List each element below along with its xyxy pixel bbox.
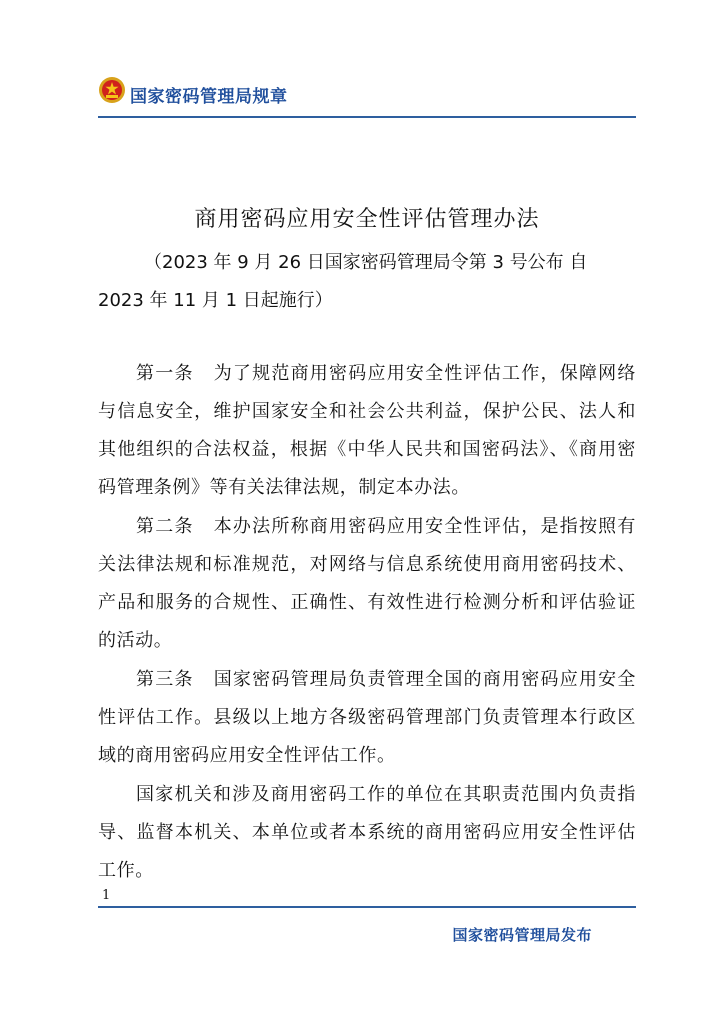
national-emblem-icon	[98, 76, 126, 104]
publisher-label: 国家密码管理局发布	[452, 926, 592, 944]
footer-divider	[98, 906, 636, 908]
page-header	[98, 76, 636, 120]
article-text: 国家密码管理局负责管理全国的商用密码应用安全性评估工作。县级以上地方各级密码管理部门负责管理本行政区域的商用密码应用安全性评估工作。	[98, 669, 636, 766]
header-divider	[98, 116, 636, 118]
article-2	[98, 508, 636, 660]
article-text: 本办法所称商用密码应用安全性评估，是指按照有关法律法规和标准规范，对网络与信息系统使用商用密码技术、产品和服务的合规性、正确性、有效性进行检测分析和评估验证的活动。	[98, 516, 636, 651]
header-title: 国家密码管理局规章	[130, 87, 288, 107]
page-number: 1	[102, 888, 111, 903]
document-title: 商用密码应用安全性评估管理办法	[194, 207, 540, 232]
article-3	[98, 661, 636, 775]
article-label: 第一条	[136, 363, 194, 384]
promulgation-note	[98, 244, 636, 320]
document-body	[98, 355, 636, 891]
article-label: 第二条	[136, 516, 194, 537]
article-1	[98, 355, 636, 507]
article-3-continuation: 国家机关和涉及商用密码工作的单位在其职责范围内负责指导、监督本机关、本单位或者本系统的商用密码应用安全性评估工作。	[98, 784, 636, 881]
article-text: 为了规范商用密码应用安全性评估工作，保障网络与信息安全，维护国家安全和社会公共利益，保护公民、法人和其他组织的合法权益，根据《中华人民共和国密码法》、《商用密码管理条例》等有关法律法规，制定本办法。	[98, 363, 636, 498]
promulgation-line-2: 2023 年 11 月 1 日起施行）	[98, 290, 333, 311]
promulgation-line-1: （2023 年 9 月 26 日国家密码管理局令第 3 号公布 自	[144, 252, 588, 273]
page-footer	[98, 886, 636, 946]
article-label: 第三条	[136, 669, 194, 690]
